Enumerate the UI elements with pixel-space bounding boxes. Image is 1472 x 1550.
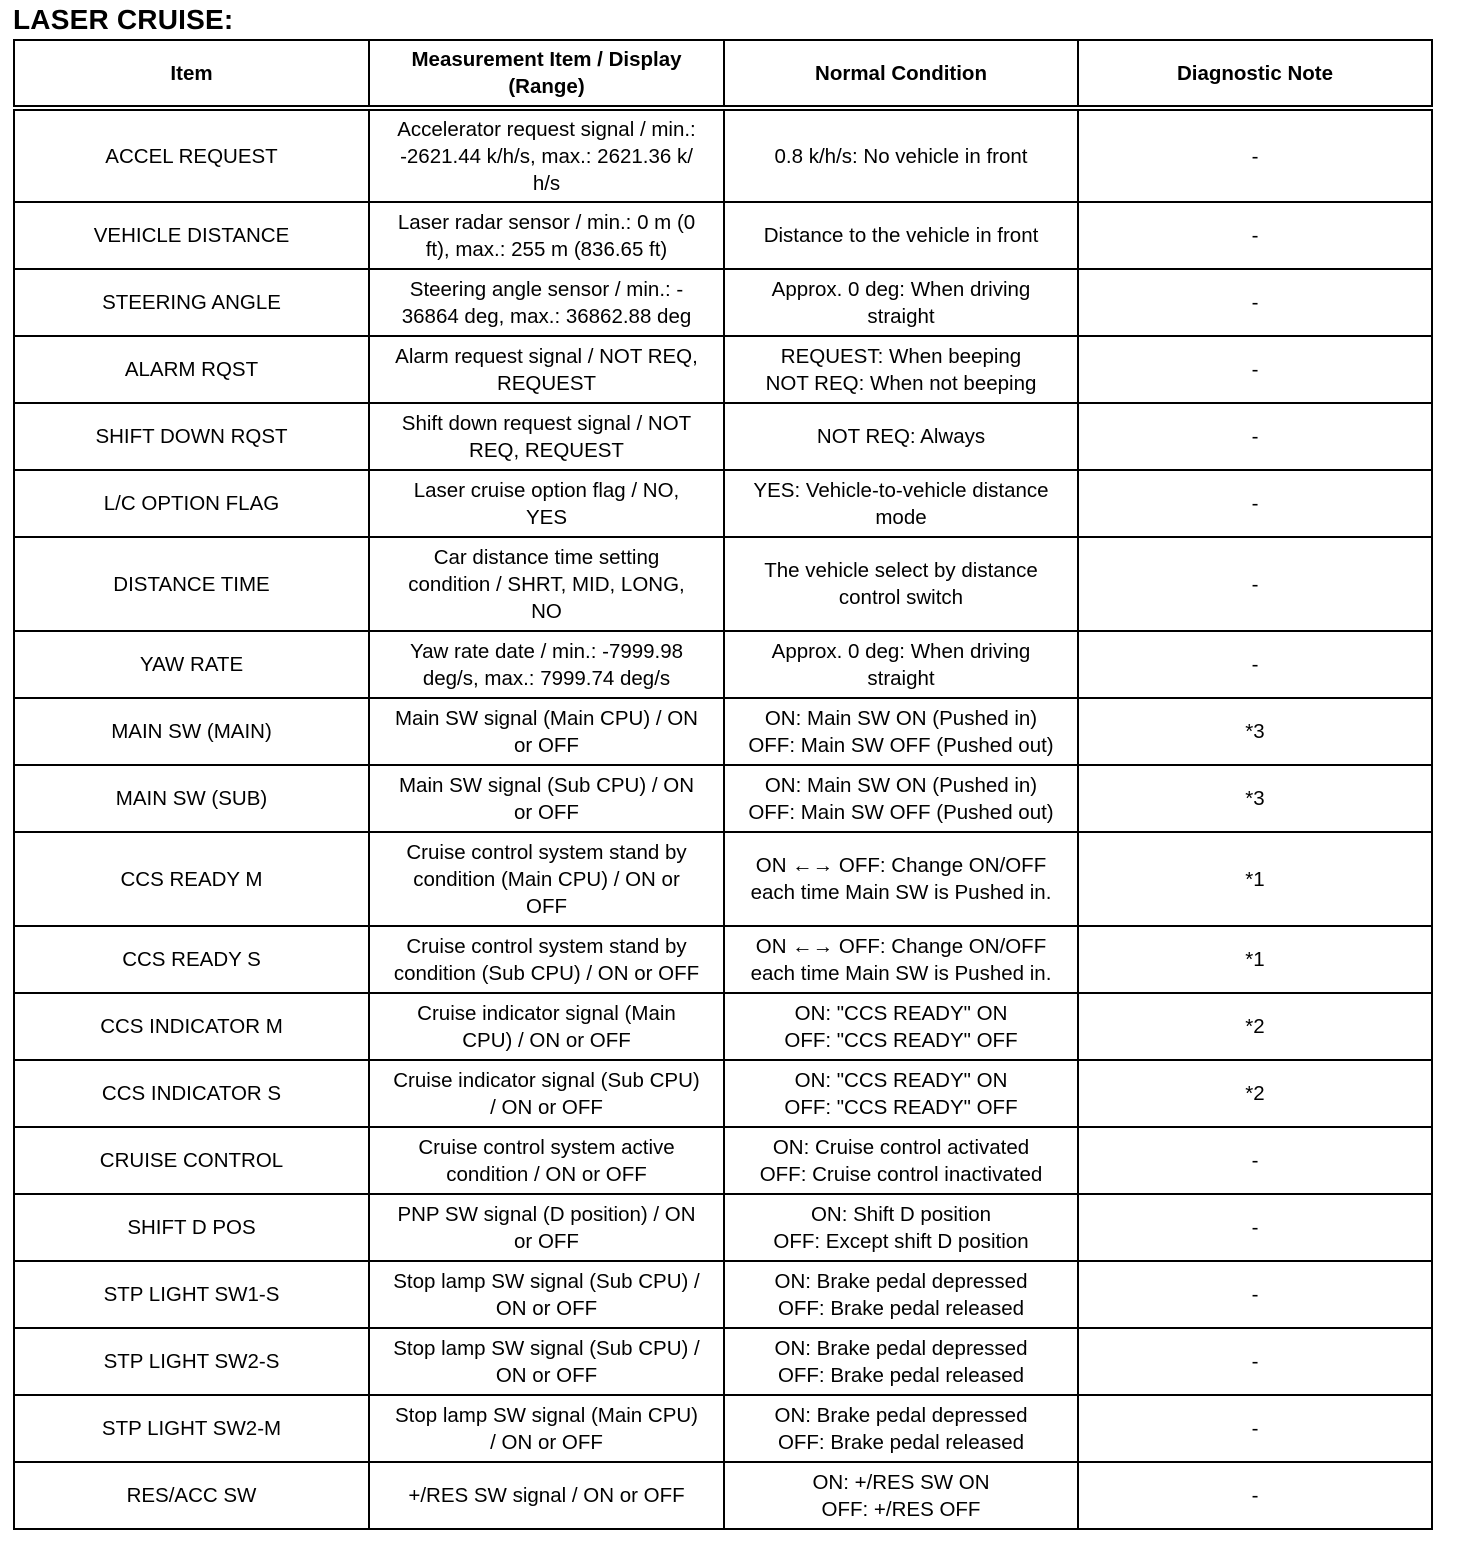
table-row [14, 1328, 1432, 1395]
cell-diagnostic-note: *3 [1078, 765, 1432, 832]
cell-diagnostic-note: *2 [1078, 993, 1432, 1060]
cell-measurement: Cruise control system active condition / ON or OFF [369, 1127, 724, 1194]
cell-diagnostic-note: *3 [1078, 698, 1432, 765]
cell-measurement: Accelerator request signal / min.: -2621.44 k/h/s, max.: 2621.36 k/ h/s [369, 108, 724, 202]
cell-item: SHIFT DOWN RQST [14, 403, 369, 470]
cell-normal-condition: The vehicle select by distance control switch [724, 537, 1078, 631]
cell-item: ALARM RQST [14, 336, 369, 403]
column-header-normal-condition: Normal Condition [724, 40, 1078, 108]
cell-normal-condition: ON: Shift D position OFF: Except shift D position [724, 1194, 1078, 1261]
cell-measurement: Main SW signal (Sub CPU) / ON or OFF [369, 765, 724, 832]
column-header-diagnostic-note: Diagnostic Note [1078, 40, 1432, 108]
cell-item: SHIFT D POS [14, 1194, 369, 1261]
cell-diagnostic-note: - [1078, 403, 1432, 470]
table-row [14, 926, 1432, 993]
table-row [14, 336, 1432, 403]
cell-measurement: Alarm request signal / NOT REQ, REQUEST [369, 336, 724, 403]
column-header-measurement: Measurement Item / Display (Range) [369, 40, 724, 108]
table-row [14, 1060, 1432, 1127]
table-row [14, 537, 1432, 631]
table-row [14, 832, 1432, 926]
cell-normal-condition: Distance to the vehicle in front [724, 202, 1078, 269]
cell-diagnostic-note: - [1078, 537, 1432, 631]
cell-item: STP LIGHT SW2-S [14, 1328, 369, 1395]
cell-item: CCS READY M [14, 832, 369, 926]
cell-item: L/C OPTION FLAG [14, 470, 369, 537]
cell-measurement: Cruise indicator signal (Main CPU) / ON or OFF [369, 993, 724, 1060]
cell-measurement: Steering angle sensor / min.: - 36864 deg, max.: 36862.88 deg [369, 269, 724, 336]
cell-normal-condition: REQUEST: When beeping NOT REQ: When not beeping [724, 336, 1078, 403]
table-row [14, 993, 1432, 1060]
cell-normal-condition: YES: Vehicle-to-vehicle distance mode [724, 470, 1078, 537]
table-row [14, 202, 1432, 269]
cell-diagnostic-note: *1 [1078, 832, 1432, 926]
cell-diagnostic-note: - [1078, 1194, 1432, 1261]
cell-item: CRUISE CONTROL [14, 1127, 369, 1194]
cell-measurement: Laser radar sensor / min.: 0 m (0 ft), max.: 255 m (836.65 ft) [369, 202, 724, 269]
cell-item: DISTANCE TIME [14, 537, 369, 631]
page-title: LASER CRUISE: [13, 4, 234, 35]
table-row [14, 765, 1432, 832]
cell-item: YAW RATE [14, 631, 369, 698]
cell-measurement: Cruise control system stand by condition (Main CPU) / ON or OFF [369, 832, 724, 926]
cell-diagnostic-note: - [1078, 1462, 1432, 1529]
cell-diagnostic-note: - [1078, 631, 1432, 698]
cell-normal-condition: ON: Main SW ON (Pushed in) OFF: Main SW OFF (Pushed out) [724, 698, 1078, 765]
cell-measurement: +/RES SW signal / ON or OFF [369, 1462, 724, 1529]
cell-normal-condition: NOT REQ: Always [724, 403, 1078, 470]
cell-item: CCS INDICATOR S [14, 1060, 369, 1127]
cell-measurement: Laser cruise option flag / NO, YES [369, 470, 724, 537]
cell-item: MAIN SW (SUB) [14, 765, 369, 832]
column-header-item: Item [14, 40, 369, 108]
cell-diagnostic-note: - [1078, 202, 1432, 269]
cell-normal-condition: ON: Cruise control activated OFF: Cruise control inactivated [724, 1127, 1078, 1194]
cell-normal-condition: Approx. 0 deg: When driving straight [724, 631, 1078, 698]
cell-diagnostic-note: - [1078, 1395, 1432, 1462]
cell-measurement: Cruise control system stand by condition (Sub CPU) / ON or OFF [369, 926, 724, 993]
cell-diagnostic-note: *1 [1078, 926, 1432, 993]
table-row [14, 631, 1432, 698]
cell-diagnostic-note: - [1078, 1328, 1432, 1395]
cell-diagnostic-note: *2 [1078, 1060, 1432, 1127]
cell-measurement: Yaw rate date / min.: -7999.98 deg/s, max.: 7999.74 deg/s [369, 631, 724, 698]
table-row [14, 1395, 1432, 1462]
table-row [14, 1261, 1432, 1328]
cell-normal-condition: ON ←→ OFF: Change ON/OFF each time Main SW is Pushed in. [724, 926, 1078, 993]
cell-measurement: Car distance time setting condition / SHRT, MID, LONG, NO [369, 537, 724, 631]
cell-diagnostic-note: - [1078, 470, 1432, 537]
cell-item: STP LIGHT SW2-M [14, 1395, 369, 1462]
cell-diagnostic-note: - [1078, 269, 1432, 336]
cell-normal-condition: ON: Main SW ON (Pushed in) OFF: Main SW OFF (Pushed out) [724, 765, 1078, 832]
cell-diagnostic-note: - [1078, 1127, 1432, 1194]
cell-normal-condition: ON: Brake pedal depressed OFF: Brake pedal released [724, 1261, 1078, 1328]
cell-diagnostic-note: - [1078, 336, 1432, 403]
cell-measurement: Stop lamp SW signal (Sub CPU) / ON or OFF [369, 1328, 724, 1395]
cell-normal-condition: ON: Brake pedal depressed OFF: Brake pedal released [724, 1328, 1078, 1395]
cell-measurement: PNP SW signal (D position) / ON or OFF [369, 1194, 724, 1261]
cell-measurement: Shift down request signal / NOT REQ, REQUEST [369, 403, 724, 470]
table-header-row [14, 40, 1432, 108]
cell-item: CCS INDICATOR M [14, 993, 369, 1060]
cell-measurement: Main SW signal (Main CPU) / ON or OFF [369, 698, 724, 765]
cell-measurement: Stop lamp SW signal (Sub CPU) / ON or OFF [369, 1261, 724, 1328]
cell-item: MAIN SW (MAIN) [14, 698, 369, 765]
data-table [13, 39, 1433, 1530]
cell-item: VEHICLE DISTANCE [14, 202, 369, 269]
cell-measurement: Stop lamp SW signal (Main CPU) / ON or OFF [369, 1395, 724, 1462]
cell-item: STEERING ANGLE [14, 269, 369, 336]
cell-normal-condition: Approx. 0 deg: When driving straight [724, 269, 1078, 336]
table-row [14, 1194, 1432, 1261]
cell-normal-condition: ON: "CCS READY" ON OFF: "CCS READY" OFF [724, 1060, 1078, 1127]
table-row [14, 269, 1432, 336]
table-row [14, 108, 1432, 202]
cell-normal-condition: 0.8 k/h/s: No vehicle in front [724, 108, 1078, 202]
table-row [14, 1127, 1432, 1194]
cell-normal-condition: ON: "CCS READY" ON OFF: "CCS READY" OFF [724, 993, 1078, 1060]
table-row [14, 403, 1432, 470]
table-row [14, 1462, 1432, 1529]
table-body [14, 108, 1432, 1529]
cell-measurement: Cruise indicator signal (Sub CPU) / ON or OFF [369, 1060, 724, 1127]
cell-diagnostic-note: - [1078, 1261, 1432, 1328]
cell-diagnostic-note: - [1078, 108, 1432, 202]
table-row [14, 698, 1432, 765]
table-row [14, 470, 1432, 537]
cell-item: STP LIGHT SW1-S [14, 1261, 369, 1328]
cell-normal-condition: ON ←→ OFF: Change ON/OFF each time Main SW is Pushed in. [724, 832, 1078, 926]
cell-normal-condition: ON: +/RES SW ON OFF: +/RES OFF [724, 1462, 1078, 1529]
cell-item: RES/ACC SW [14, 1462, 369, 1529]
cell-item: CCS READY S [14, 926, 369, 993]
cell-item: ACCEL REQUEST [14, 108, 369, 202]
cell-normal-condition: ON: Brake pedal depressed OFF: Brake pedal released [724, 1395, 1078, 1462]
